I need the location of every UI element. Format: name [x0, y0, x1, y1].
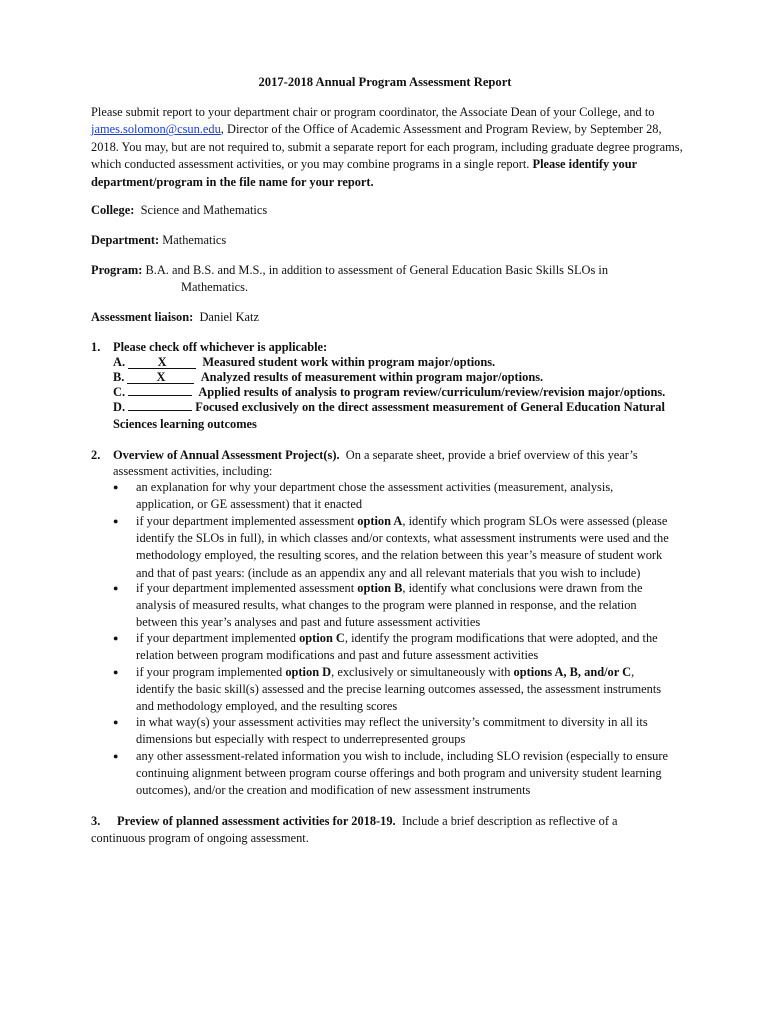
bullet-icon: ● [113, 667, 119, 677]
option-d-continuation: Sciences learning outcomes [113, 417, 257, 431]
bullet-icon: ● [113, 516, 119, 526]
section-1-number: 1. [91, 340, 101, 354]
section-3-rest: Include a brief description as reflective of a [401, 814, 618, 828]
section-2-intro [113, 448, 638, 463]
bullet-4-pre: if your department implemented [136, 631, 300, 645]
intro-text-1: Please submit report to your department chair or program coordinator, the Associate Dean of your College, and to [91, 105, 655, 119]
bullet-icon: ● [113, 751, 119, 761]
bullet-5-post2: , [631, 665, 635, 679]
bullet-4-bold: option C [299, 631, 345, 645]
department-value: Mathematics [162, 233, 227, 247]
section-2-intro-line2: assessment activities, including: [113, 464, 273, 478]
option-c-letter: C. [113, 385, 126, 399]
bullet-4-first-line [136, 630, 696, 647]
bullet-1-line: an explanation for why your department chose the assessment activities (measurement, analysis, [136, 480, 614, 494]
section-2-number: 2. [91, 448, 101, 462]
section-3-line2: continuous program of ongoing assessment. [91, 831, 309, 845]
option-a-letter: A. [113, 355, 126, 369]
section-2-heading: Overview of Annual Assessment Project(s). [113, 448, 340, 462]
intro-bold-instruction: Please identify your department/program in the file name for your report. [91, 157, 637, 189]
bullet-item-7 [136, 748, 696, 800]
bullet-item-5 [136, 664, 696, 716]
bullet-5-bold: option D [285, 665, 332, 679]
program-value-line2: Mathematics. [181, 280, 249, 294]
intro-paragraph [91, 104, 691, 191]
option-b-letter: B. [113, 370, 125, 384]
liaison-value: Daniel Katz [199, 310, 259, 324]
bullet-item-1 [136, 479, 696, 513]
bullet-3-pre: if your department implemented assessment [136, 581, 358, 595]
option-d-text: Focused exclusively on the direct assessment measurement of General Education Natural [195, 400, 665, 414]
bullet-2-post: , identify which program SLOs were assessed (please [402, 514, 668, 528]
option-c-text: Applied results of analysis to program review/curriculum/review/revision major/options. [198, 385, 666, 399]
bullet-item-2 [136, 513, 696, 582]
bullet-3-line: analysis of measured results, what changes to the program were planned in response, and the relation [136, 598, 637, 613]
option-a [113, 355, 495, 370]
bullet-5-line: identify the basic skill(s) assessed and the precise learning outcomes assessed, the assessment instruments [136, 682, 662, 697]
bullet-icon: ● [113, 583, 119, 593]
bullet-7-line: any other assessment-related information you wish to include, including SLO revision (especially to ensure [136, 749, 668, 763]
bullet-3-line: between this year’s analyses and past and future assessment activities [136, 615, 481, 630]
bullet-2-line: methodology employed, the resulting scores, and the relation between this year’s measure of student work [136, 548, 663, 563]
bullet-5-bold2: options A, B, and/or C [513, 665, 632, 679]
bullet-6-line: in what way(s) your assessment activities may reflect the university’s commitment to diversity in all its [136, 715, 648, 729]
college-label: College: [91, 203, 135, 217]
bullet-7-line: outcomes), and/or the creation and modification of new assessment instruments [136, 783, 531, 798]
option-c-checkbox[interactable] [128, 395, 192, 396]
college-value: Science and Mathematics [140, 203, 268, 217]
section-3-heading: Preview of planned assessment activities for 2018-19. [117, 814, 396, 828]
bullet-4-line: relation between program modifications and past and future assessment activities [136, 648, 539, 663]
program-label: Program: [91, 263, 143, 277]
bullet-2-pre: if your department implemented assessment [136, 514, 358, 528]
bullet-3-bold: option B [357, 581, 403, 595]
option-b [113, 370, 543, 385]
liaison-label: Assessment liaison: [91, 310, 194, 324]
bullet-5-pre: if your program implemented [136, 665, 286, 679]
bullet-2-first-line [136, 513, 696, 530]
bullet-2-line: identify the SLOs in full), in which classes and/or contexts, what assessment instruments were used and the [136, 531, 669, 546]
option-d-checkbox[interactable] [128, 410, 192, 411]
college-field [91, 203, 267, 218]
bullet-icon: ● [113, 482, 119, 492]
option-a-text: Measured student work within program major/options. [202, 355, 496, 369]
option-b-text: Analyzed results of measurement within program major/options. [200, 370, 544, 384]
program-field [91, 263, 608, 278]
bullet-3-post: , identify what conclusions were drawn from the [402, 581, 643, 595]
liaison-field [91, 310, 259, 325]
bullet-item-6 [136, 714, 696, 748]
option-c [113, 385, 665, 400]
bullet-5-post: , exclusively or simultaneously with [331, 665, 514, 679]
report-title: 2017-2018 Annual Program Assessment Report [258, 75, 512, 89]
bullet-2-line: and that of past years: (include as an appendix any and all relevant materials that you wish to include) [136, 565, 641, 580]
option-d-letter: D. [113, 400, 126, 414]
option-a-checkbox[interactable]: X [128, 357, 196, 369]
email-link[interactable]: james.solomon@csun.edu [91, 122, 221, 137]
section-3-intro [117, 814, 618, 829]
option-d [113, 400, 665, 415]
section-1-heading: Please check off whichever is applicable: [113, 340, 328, 354]
section-2-intro-rest: On a separate sheet, provide a brief overview of this year’s [345, 448, 638, 462]
bullet-item-3 [136, 580, 696, 632]
section-3-number: 3. [91, 814, 101, 828]
bullet-2-bold: option A [357, 514, 403, 528]
bullet-1-line: application, or GE assessment) that it enacted [136, 497, 363, 512]
bullet-4-post: , identify the program modifications that were adopted, and the [344, 631, 658, 645]
bullet-icon: ● [113, 717, 119, 727]
bullet-item-4 [136, 630, 696, 664]
program-value-line1: B.A. and B.S. and M.S., in addition to assessment of General Education Basic Skills SLOs in [145, 263, 609, 277]
intro-text-2: , Director of the Office of Academic Assessment and Program Review, by September 28, 2018. You may, but are not required to, submit a separate report for each program, including graduate degree programs, which conducted assessment activities, or you may combine programs in a single report. [91, 122, 683, 172]
bullet-6-line: dimensions but especially with respect to underrepresented groups [136, 732, 466, 747]
bullet-5-first-line [136, 664, 696, 681]
bullet-icon: ● [113, 633, 119, 643]
option-b-checkbox[interactable]: X [127, 372, 194, 384]
department-field [91, 233, 226, 248]
bullet-5-line: and methodology employed, and the resulting scores [136, 699, 398, 714]
bullet-3-first-line [136, 580, 696, 597]
bullet-7-line: continuing alignment between program course offerings and both program and university student learning [136, 766, 662, 781]
department-label: Department: [91, 233, 160, 247]
